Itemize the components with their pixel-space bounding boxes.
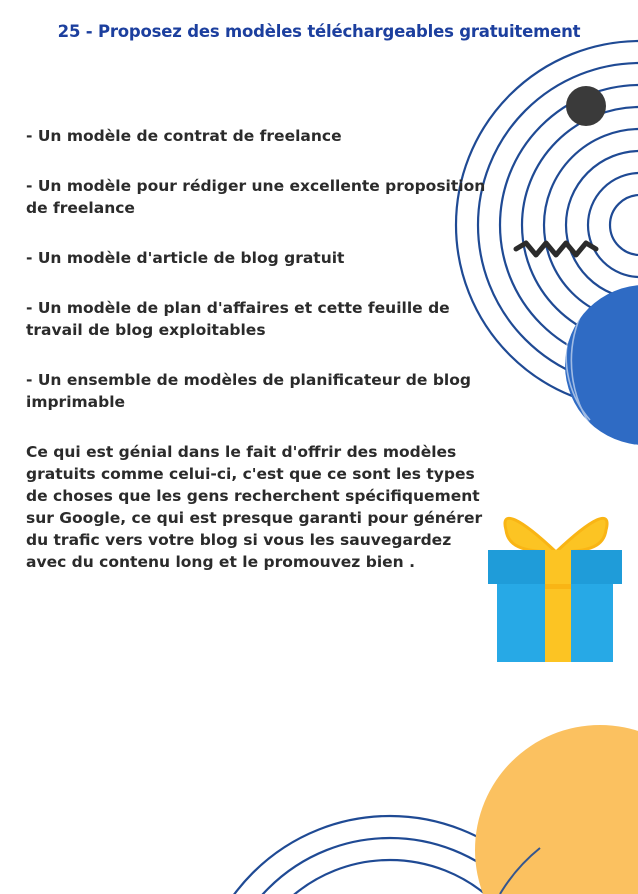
orange-circle xyxy=(475,725,638,894)
gift-bow-right xyxy=(556,518,607,552)
list-item: - Un modèle de plan d'affaires et cette feuille de travail de blog exploitables xyxy=(26,299,450,339)
ring xyxy=(566,151,638,299)
ring xyxy=(610,195,638,255)
blue-circle xyxy=(565,285,638,445)
body-paragraph: Ce qui est génial dans le fait d'offrir des modèles gratuits comme celui-ci, c'est que ce sont les types de choses que les gens recherchent spécifiquement sur Google, ce qui est presque garanti pour générer du trafic vers votre blog si vous les sauvegardez avec du contenu long et le promouvez bien . xyxy=(26,443,483,571)
gift-bow-left xyxy=(505,518,556,552)
content-body xyxy=(26,125,496,573)
dot-icon xyxy=(566,86,606,126)
list-item: - Un modèle d'article de blog gratuit xyxy=(26,249,345,267)
list-item: - Un ensemble de modèles de planificateur de blog imprimable xyxy=(26,371,471,411)
list-item: - Un modèle pour rédiger une excellente proposition de freelance xyxy=(26,177,486,217)
gift-ribbon-shadow xyxy=(545,584,571,589)
gift-ribbon xyxy=(545,550,571,662)
page-title: 25 - Proposez des modèles téléchargeables gratuitement xyxy=(57,22,581,41)
gift-icon xyxy=(488,518,622,662)
ring xyxy=(588,173,638,277)
zigzag-icon xyxy=(516,243,596,255)
list-item: - Un modèle de contrat de freelance xyxy=(26,127,342,145)
